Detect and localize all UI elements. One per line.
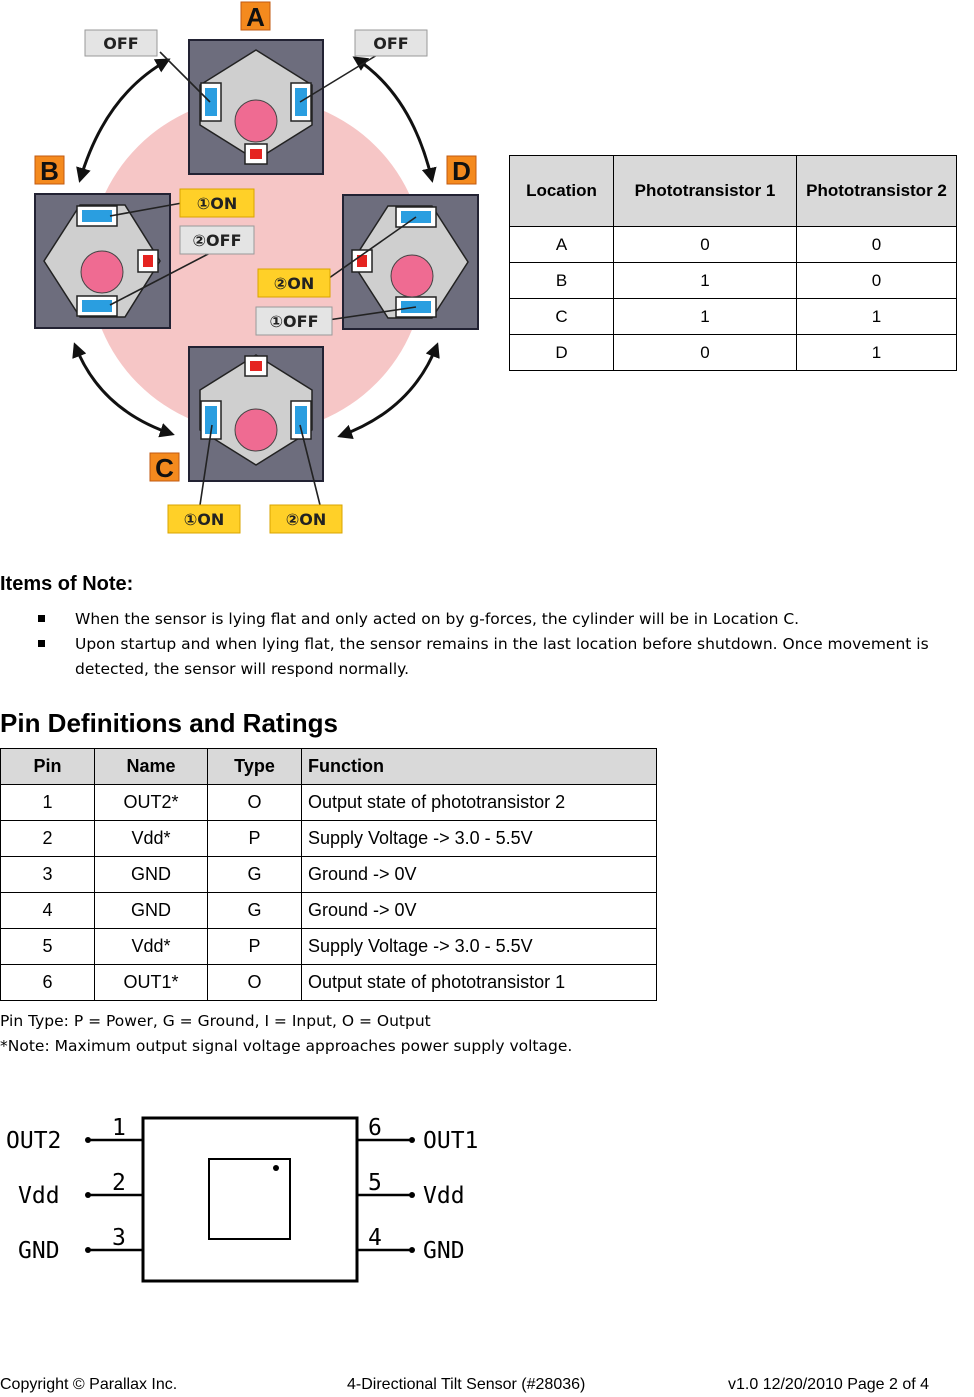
cell-function: Ground -> 0V: [302, 893, 657, 929]
header-function: Function: [302, 749, 657, 785]
cell-pt1: 1: [614, 299, 797, 335]
cell-type: P: [208, 821, 302, 857]
cell-pin: 6: [1, 965, 95, 1001]
pinout-diagram: [0, 1080, 500, 1300]
pin-label-gnd-left: GND: [18, 1238, 60, 1264]
cell-name: GND: [95, 857, 208, 893]
sensor-location-c: [189, 347, 323, 481]
table-row: [1, 929, 657, 965]
items-of-note-heading: Items of Note:: [0, 573, 134, 595]
tag-b-on: ①ON: [196, 194, 238, 213]
tag-off-left: OFF: [103, 34, 139, 53]
header-type: Type: [208, 749, 302, 785]
sensor-location-a: [189, 40, 323, 174]
pin-number-1: 1: [112, 1115, 126, 1141]
location-letter-d: D: [452, 156, 471, 186]
cell-location: B: [510, 263, 614, 299]
cell-name: OUT1*: [95, 965, 208, 1001]
pin-label-vdd-right: Vdd: [423, 1183, 465, 1209]
cell-pin: 3: [1, 857, 95, 893]
cell-pt2: 1: [797, 335, 957, 371]
header-name: Name: [95, 749, 208, 785]
table-row: [510, 263, 957, 299]
cell-function: Output state of phototransistor 2: [302, 785, 657, 821]
cell-pin: 2: [1, 821, 95, 857]
cell-type: P: [208, 929, 302, 965]
header-phototransistor-2: Phototransistor 2: [797, 156, 957, 227]
cell-pt2: 1: [797, 299, 957, 335]
note-text: When the sensor is lying flat and only acted on by g-forces, the cylinder will be in Location C.: [75, 610, 800, 628]
cell-type: G: [208, 893, 302, 929]
tag-off-right: OFF: [373, 34, 409, 53]
cell-pt1: 0: [614, 335, 797, 371]
pin-definitions-heading: Pin Definitions and Ratings: [0, 708, 339, 738]
cell-pt1: 1: [614, 263, 797, 299]
header-pin: Pin: [1, 749, 95, 785]
table-row: [1, 965, 657, 1001]
pin-label-gnd-right: GND: [423, 1238, 465, 1264]
note-text: Upon startup and when lying flat, the sensor remains in the last location before shutdown. Once movement is detected, the sensor will respond normally.: [75, 635, 929, 678]
pin-label-out2: OUT2: [6, 1128, 62, 1154]
square-bullet-icon: [38, 640, 45, 647]
cell-name: GND: [95, 893, 208, 929]
cell-type: O: [208, 785, 302, 821]
location-state-table: [509, 155, 957, 371]
tag-c-on-2: ②ON: [285, 510, 327, 529]
cell-location: D: [510, 335, 614, 371]
pin-label-vdd-left: Vdd: [18, 1183, 60, 1209]
pin-number-3: 3: [112, 1225, 126, 1251]
pin-label-out1: OUT1: [423, 1128, 479, 1154]
pin-number-2: 2: [112, 1170, 126, 1196]
cell-location: C: [510, 299, 614, 335]
cell-pin: 4: [1, 893, 95, 929]
square-bullet-icon: [38, 615, 45, 622]
pin-number-6: 6: [368, 1115, 382, 1141]
cell-function: Supply Voltage -> 3.0 - 5.5V: [302, 821, 657, 857]
cell-function: Output state of phototransistor 1: [302, 965, 657, 1001]
table-row: [510, 335, 957, 371]
footer-product: 4-Directional Tilt Sensor (#28036): [347, 1376, 586, 1393]
table-row: [1, 821, 657, 857]
cell-type: G: [208, 857, 302, 893]
table-header-row: [1, 749, 657, 785]
sensor-location-d: [343, 195, 478, 329]
pin-number-5: 5: [368, 1170, 382, 1196]
tilt-diagram: [0, 0, 500, 545]
tag-b-off: ②OFF: [192, 231, 242, 250]
pin-definitions-table: [0, 748, 657, 1001]
voltage-note: *Note: Maximum output signal voltage approaches power supply voltage.: [0, 1037, 573, 1055]
cell-pt1: 0: [614, 227, 797, 263]
table-row: [510, 227, 957, 263]
table-row: [1, 785, 657, 821]
footer-copyright: Copyright © Parallax Inc.: [0, 1376, 178, 1393]
cell-pin: 5: [1, 929, 95, 965]
cell-name: Vdd*: [95, 929, 208, 965]
notes-list: [38, 607, 974, 682]
cell-pt2: 0: [797, 227, 957, 263]
cell-pin: 1: [1, 785, 95, 821]
cell-type: O: [208, 965, 302, 1001]
table-row: [510, 299, 957, 335]
tag-c-on-1: ①ON: [183, 510, 225, 529]
list-item: [38, 632, 974, 682]
cell-name: OUT2*: [95, 785, 208, 821]
package-outline: [143, 1118, 357, 1281]
cell-function: Supply Voltage -> 3.0 - 5.5V: [302, 929, 657, 965]
sensor-location-b: [35, 194, 170, 328]
cell-pt2: 0: [797, 263, 957, 299]
table-header-row: [510, 156, 957, 227]
location-letter-b: B: [40, 156, 59, 186]
pin-type-note: Pin Type: P = Power, G = Ground, I = Input, O = Output: [0, 1012, 431, 1030]
pin-number-4: 4: [368, 1225, 382, 1251]
tag-d-on: ②ON: [273, 274, 315, 293]
location-letter-c: C: [155, 453, 174, 483]
table-row: [1, 893, 657, 929]
list-item: [38, 607, 974, 632]
cell-function: Ground -> 0V: [302, 857, 657, 893]
header-phototransistor-1: Phototransistor 1: [614, 156, 797, 227]
cell-location: A: [510, 227, 614, 263]
cell-name: Vdd*: [95, 821, 208, 857]
tag-d-off: ①OFF: [269, 312, 319, 331]
header-location: Location: [510, 156, 614, 227]
footer-version: v1.0 12/20/2010 Page 2 of 4: [728, 1376, 930, 1393]
table-row: [1, 857, 657, 893]
location-letter-a: A: [246, 2, 265, 32]
